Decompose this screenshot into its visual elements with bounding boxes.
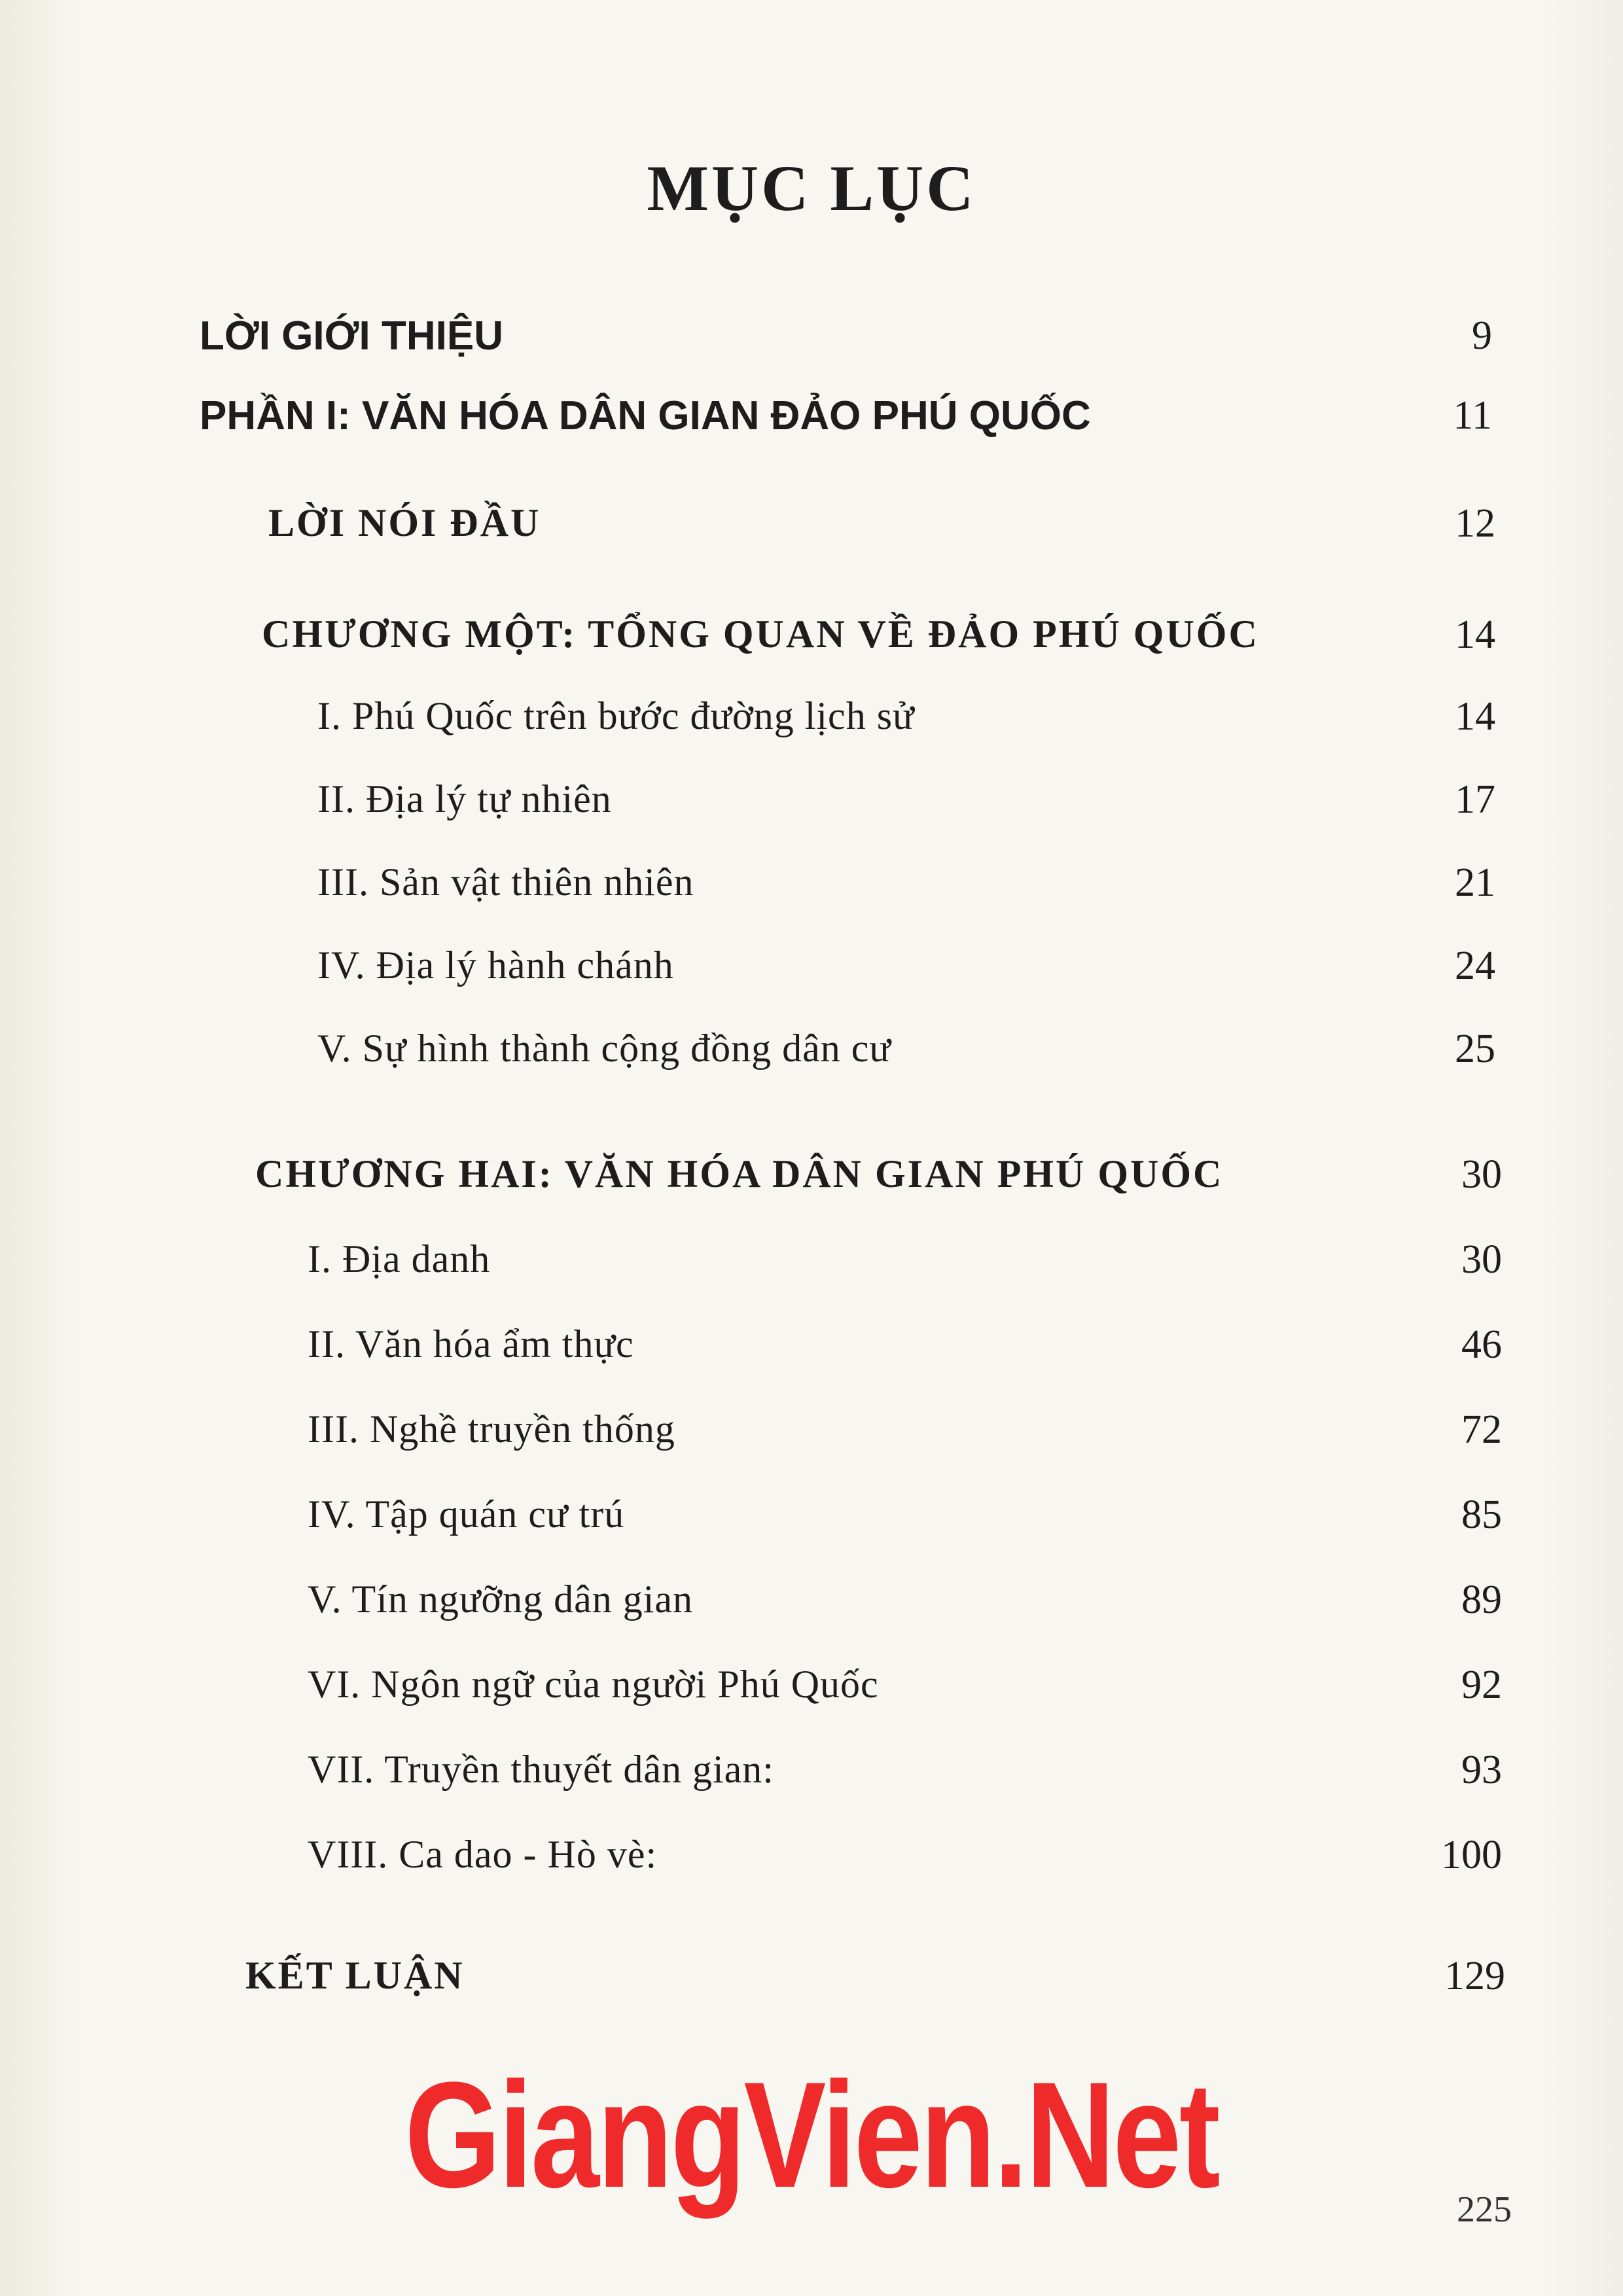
toc-entry-section[interactable] <box>308 1407 1502 1479</box>
toc-entry-label: III. Nghề truyền thống <box>308 1407 675 1451</box>
toc-entry-label: LỜI GIỚI THIỆU <box>200 313 504 359</box>
toc-entry-label: IV. Địa lý hành chánh <box>317 944 674 987</box>
toc-entry-label: III. Sản vật thiên nhiên <box>317 860 694 904</box>
toc-entry-label: V. Sự hình thành cộng đồng dân cư <box>317 1027 891 1070</box>
toc-entry-page: 17 <box>1455 777 1495 822</box>
toc-entry-label: VIII. Ca dao - Hò vè: <box>308 1833 658 1876</box>
toc-entry-label: I. Phú Quốc trên bước đường lịch sử <box>317 694 915 737</box>
toc-entry-section[interactable] <box>308 1662 1502 1734</box>
toc-entry-intro[interactable] <box>200 313 1492 385</box>
toc-entry-conclusion[interactable] <box>245 1953 1505 2025</box>
toc-entry-page: 72 <box>1461 1407 1502 1452</box>
toc-entry-part-1[interactable] <box>200 393 1492 465</box>
toc-entry-label: II. Địa lý tự nhiên <box>317 777 612 821</box>
toc-entry-section[interactable] <box>308 1322 1502 1394</box>
toc-entry-section[interactable] <box>308 1747 1502 1819</box>
toc-entry-page: 92 <box>1461 1663 1502 1707</box>
toc-entry-page: 12 <box>1455 501 1495 546</box>
toc-entry-page: 93 <box>1461 1748 1502 1792</box>
toc-entry-page: 9 <box>1472 313 1492 358</box>
toc-entry-page: 85 <box>1461 1492 1502 1537</box>
toc-entry-page: 24 <box>1455 944 1495 988</box>
toc-entry-page: 100 <box>1441 1833 1502 1877</box>
toc-entry-label: VI. Ngôn ngữ của người Phú Quốc <box>308 1663 879 1706</box>
toc-entry-chapter-2[interactable] <box>255 1152 1502 1224</box>
toc-entry-page: 25 <box>1455 1027 1495 1071</box>
toc-entry-page: 14 <box>1455 612 1495 657</box>
toc-entry-section[interactable] <box>308 1832 1502 1904</box>
toc-entry-label: KẾT LUẬN <box>245 1954 465 1997</box>
toc-entry-page: 30 <box>1461 1237 1502 1282</box>
toc-entry-section[interactable] <box>317 777 1495 849</box>
toc-entry-label: PHẦN I: VĂN HÓA DÂN GIAN ĐẢO PHÚ QUỐC <box>200 393 1091 438</box>
toc-entry-section[interactable] <box>317 860 1495 932</box>
toc-entry-label: LỜI NÓI ĐẦU <box>268 501 541 544</box>
toc-entry-section[interactable] <box>317 943 1495 1015</box>
toc-entry-label: IV. Tập quán cư trú <box>308 1492 625 1536</box>
toc-entry-section[interactable] <box>317 1026 1495 1098</box>
toc-entry-section[interactable] <box>317 694 1495 766</box>
toc-entry-section[interactable] <box>308 1492 1502 1564</box>
toc-entry-label: VII. Truyền thuyết dân gian: <box>308 1748 774 1791</box>
toc-entry-label: II. Văn hóa ẩm thực <box>308 1322 634 1366</box>
watermark-logo: GiangVien.Net <box>404 2051 1219 2219</box>
toc-entry-label: CHƯƠNG MỘT: TỔNG QUAN VỀ ĐẢO PHÚ QUỐC <box>262 612 1259 656</box>
toc-entry-label: CHƯƠNG HAI: VĂN HÓA DÂN GIAN PHÚ QUỐC <box>255 1152 1224 1195</box>
toc-entry-page: 14 <box>1455 694 1495 739</box>
toc-entry-label: I. Địa danh <box>308 1237 491 1280</box>
toc-entry-page: 129 <box>1444 1954 1505 1998</box>
page-number: 225 <box>1457 2189 1512 2230</box>
toc-entry-page: 89 <box>1461 1578 1502 1622</box>
page-title: MỤC LỤC <box>647 152 976 224</box>
toc-entry-page: 46 <box>1461 1322 1502 1367</box>
toc-entry-section[interactable] <box>308 1577 1502 1649</box>
toc-entry-section[interactable] <box>308 1237 1502 1309</box>
toc-entry-label: V. Tín ngưỡng dân gian <box>308 1578 694 1621</box>
toc-entry-page: 30 <box>1461 1152 1502 1197</box>
toc-entry-chapter-1[interactable] <box>262 612 1495 684</box>
toc-entry-page: 11 <box>1453 393 1492 438</box>
toc-entry-page: 21 <box>1455 860 1495 905</box>
toc-entry-preface[interactable] <box>268 501 1495 573</box>
